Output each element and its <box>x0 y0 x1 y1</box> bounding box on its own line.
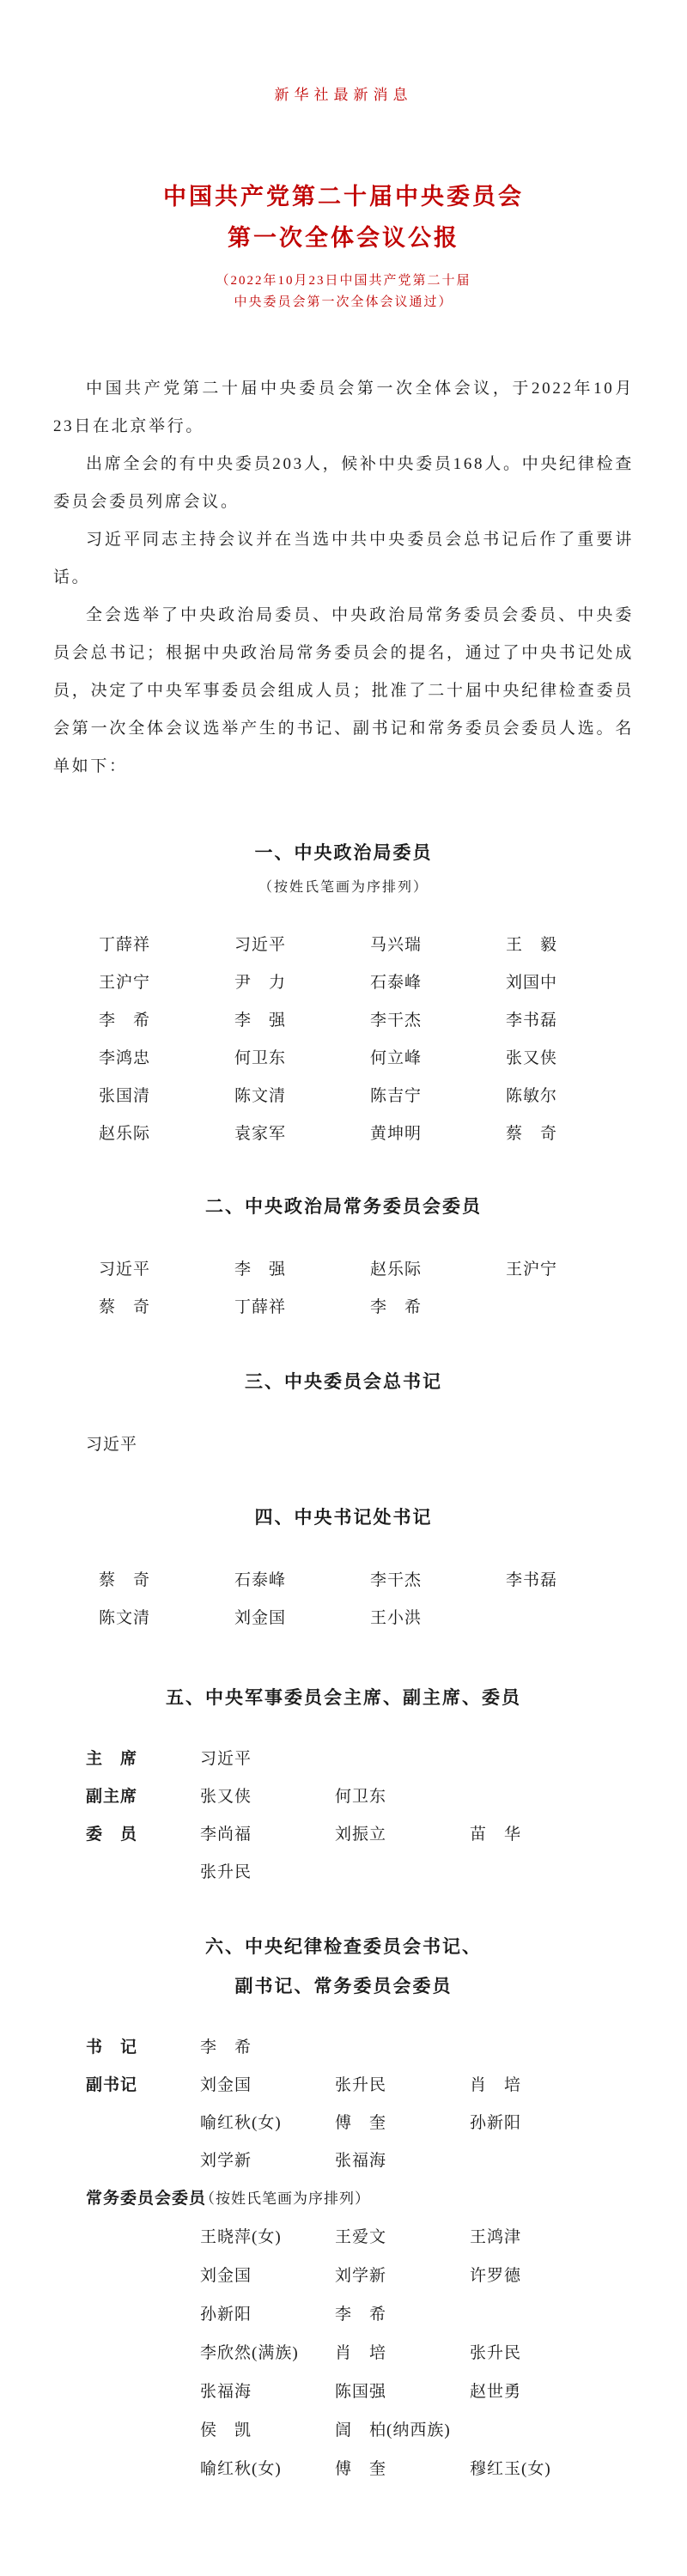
name-row <box>99 1562 634 1600</box>
document-title-line1: 中国共产党第二十届中央委员会 <box>163 184 524 210</box>
name-row <box>200 2029 605 2067</box>
person-name: 石泰峰 <box>370 974 423 992</box>
person-name: 孙新阳 <box>470 2114 522 2132</box>
role-label: 副书记 <box>86 2076 138 2094</box>
person-name: 刘学新 <box>335 2267 387 2285</box>
name-row <box>99 1251 634 1289</box>
name-row <box>200 1854 605 1892</box>
masthead: 新华社最新消息 <box>274 87 413 103</box>
name-grid <box>200 2029 605 2067</box>
name-grid <box>200 2067 605 2180</box>
name-grid <box>200 1816 605 1892</box>
person-name: 赵乐际 <box>370 1261 423 1279</box>
name-row <box>200 2257 634 2295</box>
name-grid <box>200 1778 605 1816</box>
person-name: 刘金国 <box>200 2076 252 2094</box>
document-title <box>53 176 634 258</box>
section-heading: 四、中央书记处书记 <box>254 1508 433 1528</box>
person-name: 陈文清 <box>99 1609 151 1627</box>
name-row <box>200 2105 605 2142</box>
person-name: 何卫东 <box>335 1788 387 1806</box>
person-name: 喻红秋(女) <box>200 2460 282 2478</box>
person-name: 肖 培 <box>470 2076 522 2094</box>
person-name: 喻红秋(女) <box>200 2114 282 2132</box>
sort-note: （按姓氏笔画为序排列） <box>200 2190 370 2207</box>
role-label: 副主席 <box>86 1788 138 1806</box>
person-name: 傅 奎 <box>335 2114 387 2132</box>
name-row <box>99 1115 634 1153</box>
person-name: 孙新阳 <box>200 2306 252 2324</box>
name-row <box>200 2142 605 2180</box>
person-name: 马兴瑞 <box>370 936 423 954</box>
person-name: 李 强 <box>234 1261 287 1279</box>
person-name: 王小洪 <box>370 1609 423 1627</box>
person-name: 陈文清 <box>234 1087 287 1105</box>
person-name: 蔡 奇 <box>99 1571 151 1589</box>
person-name: 习近平 <box>99 1261 151 1279</box>
name-row <box>200 2411 634 2450</box>
name-grid <box>53 1251 634 1327</box>
person-name: 王 毅 <box>506 936 558 954</box>
name-grid <box>53 927 634 1153</box>
person-name: 张又侠 <box>506 1049 558 1067</box>
person-name: 张升民 <box>200 1863 252 1881</box>
role-label: 常务委员会委员 <box>86 2190 207 2208</box>
person-name: 王沪宁 <box>506 1261 558 1279</box>
name-row <box>99 1040 634 1078</box>
person-name: 李尚福 <box>200 1826 252 1844</box>
name-row <box>200 2295 634 2334</box>
name-row <box>99 1078 634 1115</box>
body-paragraph: 全会选举了中央政治局委员、中央政治局常务委员会委员、中央委员会总书记；根据中央政治局常务委员会的提名，通过了中央书记处成员，决定了中央军事委员会组成人员；批准了二十届中央纪律检查委员会第一次全体会议选举产生的书记、副书记和常务委员会委员人选。名单如下： <box>53 606 634 775</box>
person-name: 王爱文 <box>335 2228 387 2246</box>
section-heading: 六、中央纪律检查委员会书记、 <box>205 1937 482 1957</box>
person-name: 赵世勇 <box>470 2383 522 2401</box>
person-name: 刘金国 <box>234 1609 287 1627</box>
person-name: 李干杰 <box>370 1571 423 1589</box>
person-name: 李书磊 <box>506 1571 558 1589</box>
section-politburo-standing-committee <box>53 1188 634 1327</box>
person-name: 习近平 <box>234 936 287 954</box>
person-name: 蔡 奇 <box>99 1298 151 1316</box>
document-title-line2: 第一次全体会议公报 <box>228 225 459 251</box>
person-name: 丁薛祥 <box>234 1298 287 1316</box>
person-name: 何立峰 <box>370 1049 423 1067</box>
name-row <box>200 1741 605 1778</box>
person-name: 陈吉宁 <box>370 1087 423 1105</box>
person-name: 石泰峰 <box>234 1571 287 1589</box>
person-name: 李欣然(满族) <box>200 2344 299 2362</box>
subtitle-line2: 中央委员会第一次全体会议通过） <box>234 295 453 309</box>
section-secretariat <box>53 1498 634 1637</box>
person-name: 陈国强 <box>335 2383 387 2401</box>
person-name: 丁薛祥 <box>99 936 151 954</box>
name-row <box>200 2372 634 2411</box>
person-name: 李 强 <box>234 1012 287 1030</box>
name-row <box>99 964 634 1002</box>
section-heading: 副书记、常务委员会委员 <box>234 1977 453 1996</box>
document-subtitle <box>53 270 634 313</box>
name-row <box>99 1289 634 1327</box>
person-name: 张升民 <box>335 2076 387 2094</box>
person-name: 刘振立 <box>335 1826 387 1844</box>
role-label: 委 员 <box>86 1826 138 1844</box>
roles-block <box>53 2029 634 2488</box>
name-row <box>200 2218 634 2257</box>
name-row <box>200 2067 605 2105</box>
person-name: 訚 柏(纳西族) <box>335 2421 451 2439</box>
person-name: 张国清 <box>99 1087 151 1105</box>
person-name: 王沪宁 <box>99 974 151 992</box>
name-grid <box>200 1741 605 1778</box>
person-name: 蔡 奇 <box>506 1125 558 1143</box>
person-name: 习近平 <box>86 1436 138 1454</box>
body-text <box>53 370 634 786</box>
name-row <box>200 1778 605 1816</box>
section-heading: 二、中央政治局常务委员会委员 <box>205 1197 482 1217</box>
person-name: 刘学新 <box>200 2152 252 2170</box>
person-name: 李书磊 <box>506 1012 558 1030</box>
person-name: 李干杰 <box>370 1012 423 1030</box>
role-label: 书 记 <box>86 2038 138 2057</box>
name-grid <box>53 1426 634 1464</box>
person-name: 尹 力 <box>234 974 287 992</box>
role-row-deputy-secretaries <box>86 2067 634 2180</box>
role-row-chairman <box>86 1741 634 1778</box>
person-name: 肖 培 <box>335 2344 387 2362</box>
role-row-members <box>86 1816 634 1892</box>
section-heading: 三、中央委员会总书记 <box>245 1372 442 1392</box>
person-name: 李鸿忠 <box>99 1049 151 1067</box>
person-name: 李 希 <box>370 1298 423 1316</box>
person-name: 侯 凯 <box>200 2421 252 2439</box>
name-row <box>200 2334 634 2372</box>
section-central-military-commission <box>53 1679 634 1892</box>
person-name: 许罗德 <box>470 2267 522 2285</box>
name-row <box>200 2450 634 2488</box>
body-paragraph: 习近平同志主持会议并在当选中共中央委员会总书记后作了重要讲话。 <box>53 531 634 586</box>
name-grid <box>200 2218 634 2488</box>
name-row <box>99 1600 634 1637</box>
section-heading: 一、中央政治局委员 <box>254 843 433 863</box>
name-grid <box>53 1562 634 1637</box>
person-name: 苗 华 <box>470 1826 522 1844</box>
sort-note: （按姓氏笔画为序排列） <box>258 880 429 895</box>
person-name: 何卫东 <box>234 1049 287 1067</box>
person-name: 张升民 <box>470 2344 522 2362</box>
roles-block <box>53 1741 634 1892</box>
person-name: 王晓萍(女) <box>200 2228 282 2246</box>
section-general-secretary <box>53 1363 634 1464</box>
name-row <box>200 1816 605 1854</box>
person-name: 刘国中 <box>506 974 558 992</box>
person-name: 李 希 <box>200 2038 252 2057</box>
person-name: 李 希 <box>99 1012 151 1030</box>
subtitle-line1: （2022年10月23日中国共产党第二十届 <box>216 274 471 288</box>
person-name: 傅 奎 <box>335 2460 387 2478</box>
name-row <box>99 927 634 964</box>
name-row <box>99 1002 634 1040</box>
role-label: 主 席 <box>86 1750 138 1768</box>
person-name: 王鸿津 <box>470 2228 522 2246</box>
person-name: 刘金国 <box>200 2267 252 2285</box>
body-paragraph: 出席全会的有中央委员203人，候补中央委员168人。中央纪律检查委员会委员列席会议。 <box>53 455 634 511</box>
person-name: 李 希 <box>335 2306 387 2324</box>
person-name: 黄坤明 <box>370 1125 423 1143</box>
person-name: 穆红玉(女) <box>470 2460 551 2478</box>
section-heading: 五、中央军事委员会主席、副主席、委员 <box>166 1688 521 1708</box>
person-name: 袁家军 <box>234 1125 287 1143</box>
body-paragraph: 中国共产党第二十届中央委员会第一次全体会议，于2022年10月23日在北京举行。 <box>53 380 634 435</box>
role-row-secretary <box>86 2029 634 2067</box>
person-name: 陈敏尔 <box>506 1087 558 1105</box>
role-row-standing-committee <box>86 2180 634 2218</box>
role-row-vice-chairmen <box>86 1778 634 1816</box>
person-name: 赵乐际 <box>99 1125 151 1143</box>
section-discipline-inspection-commission <box>53 1928 634 2488</box>
name-row <box>86 1426 634 1464</box>
person-name: 张又侠 <box>200 1788 252 1806</box>
person-name: 习近平 <box>200 1750 252 1768</box>
section-politburo-members <box>53 834 634 1153</box>
person-name: 张福海 <box>335 2152 387 2170</box>
person-name: 张福海 <box>200 2383 252 2401</box>
